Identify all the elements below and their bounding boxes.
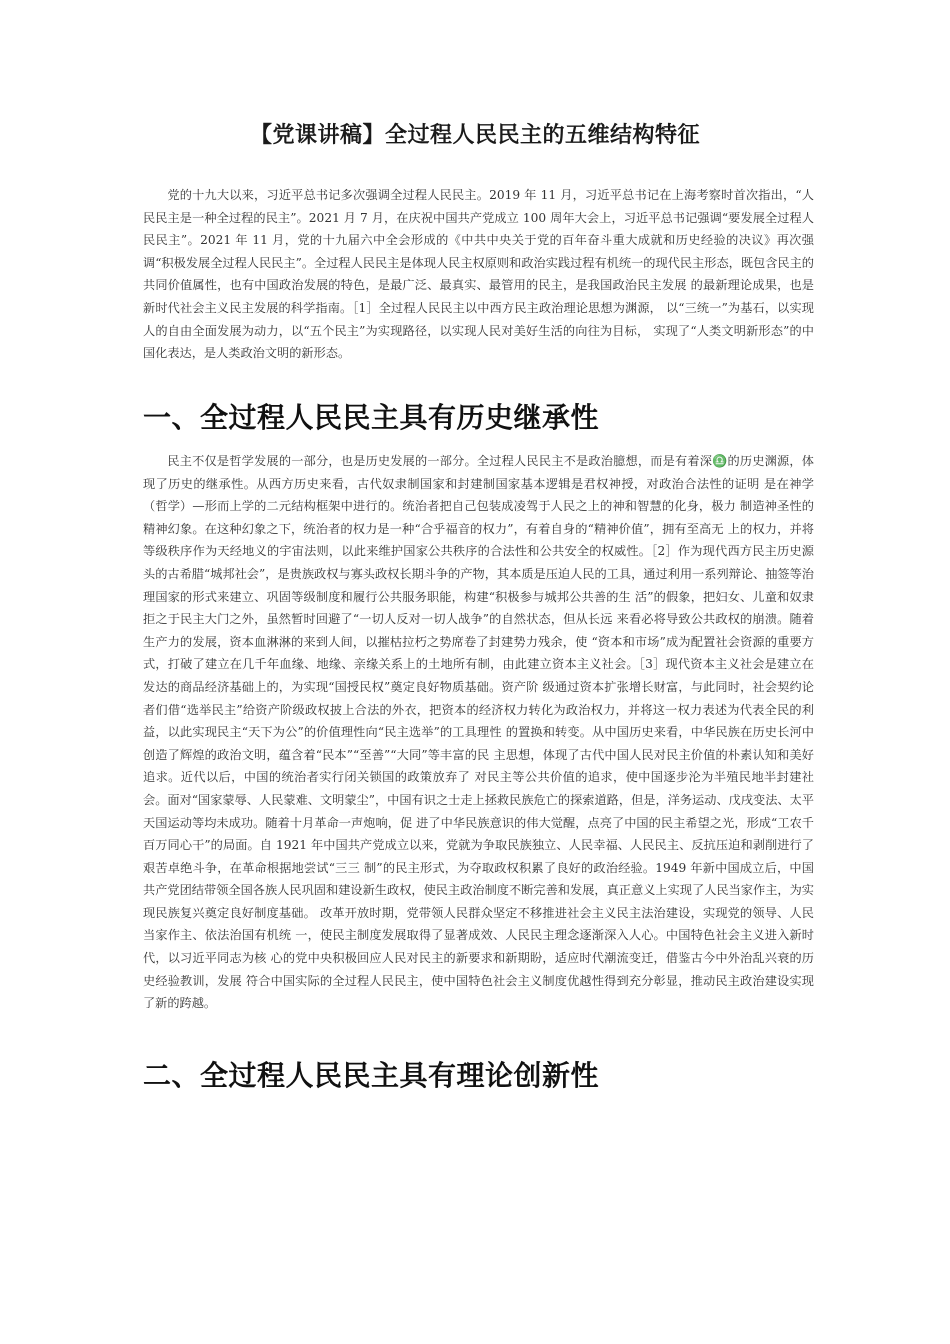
document-title: 【党课讲稿】全过程人民民主的五维结构特征: [249, 123, 700, 148]
section-heading-history: 一、全过程人民民主具有历史继承性: [143, 401, 600, 434]
section-paragraph-history: 民主不仅是哲学发展的一部分，也是历史发展的一部分。全过程人民民主不是政治臆想，而是有着深♎的历史渊源，体现了历史的继承性。从西方历史来看，古代奴隶制国家和封建制国家基本逻辑是君权神授，对政治合法性的证明 是在神学（哲学）—形而上学的二元结构框架中进行的。统治者把自己包装成凌驾于人民之上的神和智慧的化身，极力 制造神圣性的精神幻象。在这种幻象之下，统治者的权力是一种“合乎福音的权力”，有着自身的“精神价值”，拥有至高无 上的权力，并将等级秩序作为天经地义的宇宙法则，以此来维护国家公共秩序的合法性和公共安全的权威性。［2］作为现代西方民主历史源头的古希腊“城邦社会”，是贵族政权与寡头政权长期斗争的产物，其本质是压迫人民的工具，通过利用一系列辩论、抽签等治理国家的形式来建立、巩固等级制度和履行公共服务职能，构建“积极参与城邦公共善的生 活”的假象，把妇女、儿童和奴隶拒之于民主大门之外，虽然暂时回避了“一切人反对一切人战争”的自然状态，但从长远 来看必将导致公共政权的崩溃。随着生产力的发展，资本血淋淋的来到人间，以摧枯拉朽之势席卷了封建势力残余，使 “资本和市场”成为配置社会资源的重要方式，打破了建立在几千年血缘、地缘、亲缘关系上的土地所有制，由此建立资本主义社会。［3］现代资本主义社会是建立在发达的商品经济基础上的，为实现“国授民权”奠定良好物质基础。资产阶 级通过资本扩张增长财富，与此同时，社会契约论者们借“选举民主”给资产阶级政权披上合法的外衣，把资本的经济权力转化为政治权力，并将这一权力表述为代表全民的利益，以此实现民主“天下为公”的价值理性向“民主选举”的工具理性 的置换和转变。从中国历史来看，中华民族在历史长河中创造了辉煌的政治文明，蕴含着“民本”“至善”“大同”等丰富的民 主思想，体现了古代中国人民对民主价值的朴素认知和美好追求。近代以后，中国的统治者实行闭关锁国的政策放弃了 对民主等公共价值的追求，使中国逐步沦为半殖民地半封建社会。面对“国家蒙辱、人民蒙难、文明蒙尘”，中国有识之士走上拯救民族危亡的探索道路，但是，洋务运动、戊戌变法、太平天国运动等均未成功。随着十月革命一声炮响，促 进了中华民族意识的伟大觉醒，点亮了中国的民主希望之光，形成“工农千百万同心干”的局面。自 1921 年中国共产党成立以来，党就为争取民族独立、人民幸福、人民民主、反抗压迫和剥削进行了艰苦卓绝斗争，在革命根据地尝试“三三 制”的民主形式，为夺取政权积累了良好的政治经验。1949 年新中国成立后，中国共产党团结带领全国各族人民巩固和建设新生政权，使民主政治制度不断完善和发展，真正意义上实现了人民当家作主，为实现民族复兴奠定良好制度基础。 改革开放时期，党带领人民群众坚定不移推进社会主义民主法治建设，实现党的领导、人民当家作主、依法治国有机统 一，使民主制度发展取得了显著成效、人民民主理念逐渐深入人心。中国特色社会主义进入新时代，以习近平同志为核 心的党中央积极回应人民对民主的新要求和新期盼，适应时代潮流变迁，借鉴古今中外治乱兴衰的历史经验教训，发展 符合中国实际的全过程人民民主，使中国特色社会主义制度优越性得到充分彰显，推动民主政治建设实现了新的跨越。: [143, 454, 814, 1011]
intro-paragraph: 党的十九大以来，习近平总书记多次强调全过程人民民主。2019 年 11 月，习近平总书记在上海考察时首次指出，“人民民主是一种全过程的民主”。2021 月 7 月，在庆祝中国共产党成立 100 周年大会上，习近平总书记强调“要发展全过程人民民主”。2021 年 11 月，党的十九届六中全会形成的《中共中央关于党的百年奋斗重大成就和历史经验的决议》再次强调“积极发展全过程人民民主”。全过程人民民主是体现人民主权原则和政治实践过程有机统一的现代民主形态，既包含民主的共同价值属性，也有中国政治发展的特色，是最广泛、最真实、最管用的民主，是我国政治民主发展 的最新理论成果，也是新时代社会主义民主发展的科学指南。［1］全过程人民民主以中西方民主政治理论思想为渊源， 以“三统一”为基石，以实现人的自由全面发展为动力，以“五个民主”为实现路径，以实现人民对美好生活的向往为目标， 实现了“人类文明新形态”的中国化表达，是人类政治文明的新形态。: [143, 188, 814, 361]
section-heading-theory: 二、全过程人民民主具有理论创新性: [143, 1059, 600, 1092]
